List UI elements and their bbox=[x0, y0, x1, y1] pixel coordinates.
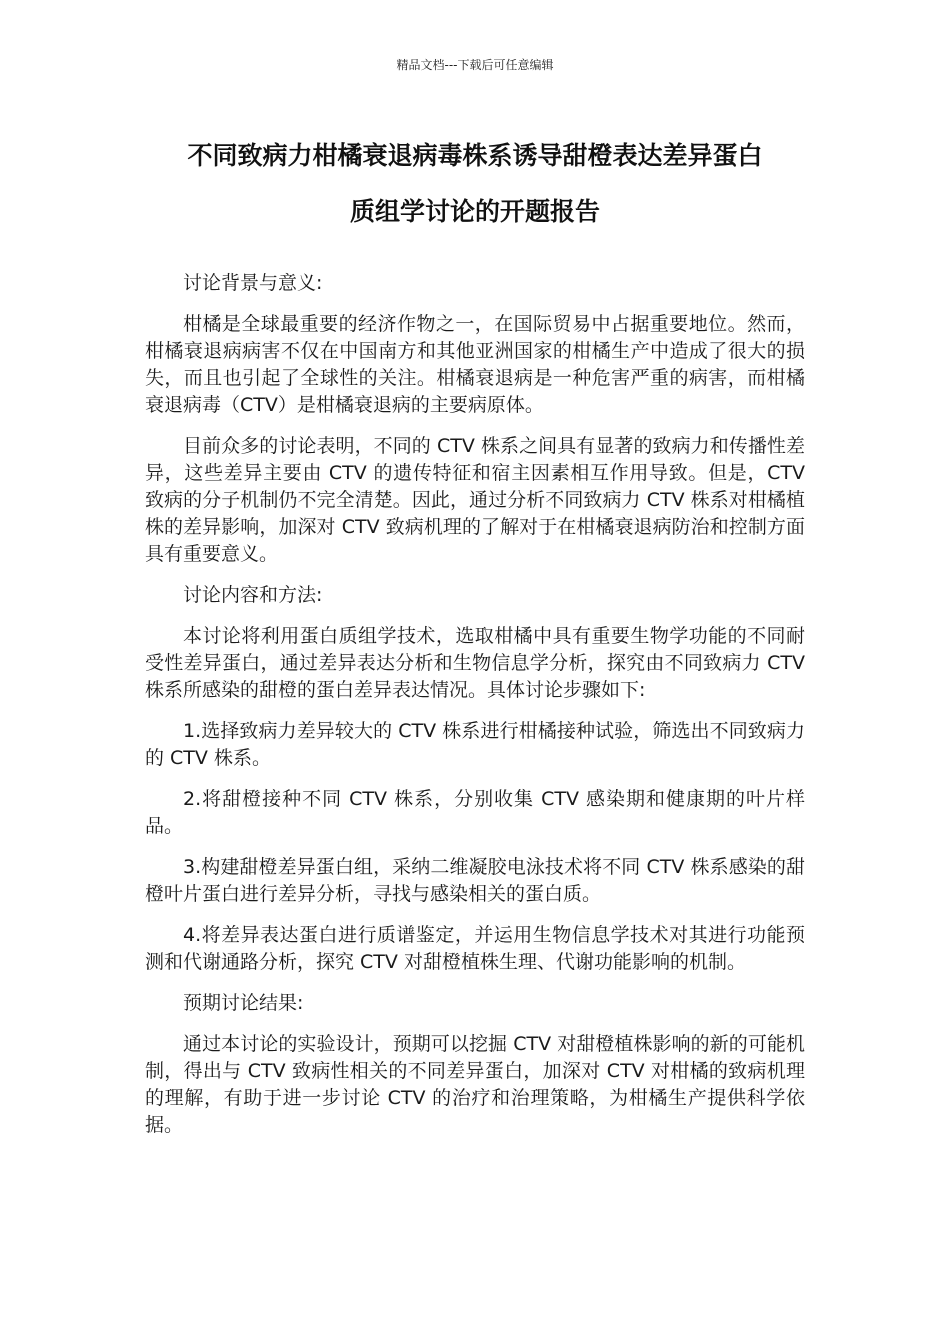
method-step-4: 4.将差异表达蛋白进行质谱鉴定，并运用生物信息学技术对其进行功能预测和代谢通路分析，探究 CTV 对甜橙植株生理、代谢功能影响的机制。 bbox=[145, 924, 805, 973]
background-paragraph-2: 目前众多的讨论表明，不同的 CTV 株系之间具有显著的致病力和传播性差异，这些差异主要由 CTV 的遗传特征和宿主因素相互作用导致。但是，CTV 致病的分子机制仍不完全清楚。因此，通过分析不同致病力 CTV 株系对柑橘植株的差异影响，加深对 CTV 致病机理的了解对于在柑橘衰退病防治和控制方面具有重要意义。 bbox=[145, 435, 805, 565]
method-step-3: 3.构建甜橙差异蛋白组，采纳二维凝胶电泳技术将不同 CTV 株系感染的甜橙叶片蛋白进行差异分析，寻找与感染相关的蛋白质。 bbox=[145, 856, 805, 905]
method-step-1: 1.选择致病力差异较大的 CTV 株系进行柑橘接种试验，筛选出不同致病力的 CTV 株系。 bbox=[145, 720, 805, 769]
title-line-2: 质组学讨论的开题报告 bbox=[349, 197, 600, 226]
method-step-2: 2.将甜橙接种不同 CTV 株系，分别收集 CTV 感染期和健康期的叶片样品。 bbox=[145, 788, 805, 837]
background-paragraph-1: 柑橘是全球最重要的经济作物之一，在国际贸易中占据重要地位。然而，柑橘衰退病病害不仅在中国南方和其他亚洲国家的柑橘生产中造成了很大的损失，而且也引起了全球性的关注。柑橘衰退病是一种危害严重的病害，而柑橘衰退病毒（CTV）是柑橘衰退病的主要病原体。 bbox=[145, 313, 805, 416]
document-body bbox=[145, 270, 805, 1153]
methods-heading: 讨论内容和方法: bbox=[183, 584, 323, 606]
results-heading: 预期讨论结果: bbox=[183, 992, 304, 1014]
background-heading: 讨论背景与意义: bbox=[183, 272, 323, 294]
document-title bbox=[140, 128, 810, 240]
title-line-1: 不同致病力柑橘衰退病毒株系诱导甜橙表达差异蛋白 bbox=[187, 141, 763, 170]
results-paragraph-1: 通过本讨论的实验设计，预期可以挖掘 CTV 对甜橙植株影响的新的可能机制，得出与 CTV 致病性相关的不同差异蛋白，加深对 CTV 对柑橘的致病机理的理解，有助于进一步讨论 CTV 的治疗和治理策略，为柑橘生产提供科学依据。 bbox=[145, 1033, 805, 1136]
header-note: 精品文档---下载后可任意编辑 bbox=[396, 58, 554, 72]
methods-paragraph-1: 本讨论将利用蛋白质组学技术，选取柑橘中具有重要生物学功能的不同耐受性差异蛋白，通过差异表达分析和生物信息学分析，探究由不同致病力 CTV 株系所感染的甜橙的蛋白差异表达情况。具体讨论步骤如下: bbox=[145, 625, 805, 701]
